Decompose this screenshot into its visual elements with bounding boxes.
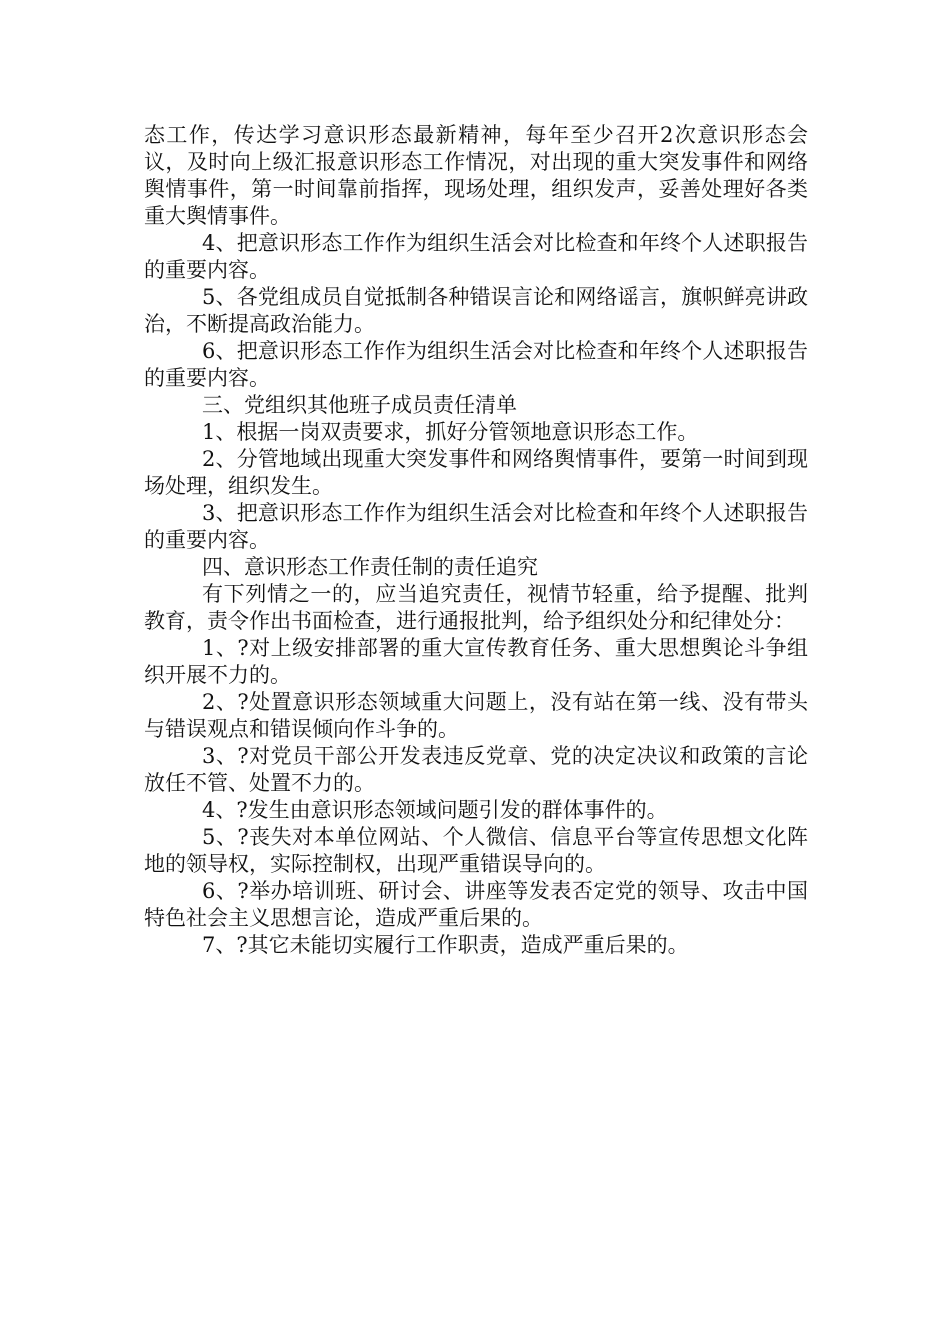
- paragraph: 2、分管地域出现重大突发事件和网络舆情事件，要第一时间到现场处理，组织发生。: [144, 447, 808, 498]
- list-item: 4、?发生由意识形态领域问题引发的群体事件的。: [202, 798, 668, 822]
- paragraph: 1、根据一岗双责要求，抓好分管领地意识形态工作。: [202, 420, 699, 444]
- list-item: 6、?举办培训班、研讨会、讲座等发表否定党的领导、攻击中国特色社会主义思想言论，造成严重后果的。: [144, 879, 808, 930]
- paragraph: 5、各党组成员自觉抵制各种错误言论和网络谣言，旗帜鲜亮讲政治，不断提高政治能力。: [144, 285, 808, 336]
- section-heading: 四、意识形态工作责任制的责任追究: [202, 555, 538, 579]
- paragraph: 6、把意识形态工作作为组织生活会对比检查和年终个人述职报告的重要内容。: [144, 339, 808, 390]
- list-item: 5、?丧失对本单位网站、个人微信、信息平台等宣传思想文化阵地的领导权，实际控制权，出现严重错误导向的。: [144, 825, 808, 876]
- paragraph: 有下列情之一的，应当追究责任，视情节轻重，给予提醒、批判教育，责令作出书面检查，进行通报批判，给予组织处分和纪律处分：: [144, 582, 808, 633]
- paragraph: 3、把意识形态工作作为组织生活会对比检查和年终个人述职报告的重要内容。: [144, 501, 808, 552]
- list-item: 3、?对党员干部公开发表违反党章、党的决定决议和政策的言论放任不管、处置不力的。: [144, 744, 808, 795]
- list-item: 7、?其它未能切实履行工作职责，造成严重后果的。: [202, 933, 689, 957]
- paragraph: 4、把意识形态工作作为组织生活会对比检查和年终个人述职报告的重要内容。: [144, 231, 808, 282]
- list-item: 1、?对上级安排部署的重大宣传教育任务、重大思想舆论斗争组织开展不力的。: [144, 636, 808, 687]
- document-body: [144, 122, 808, 959]
- paragraph: 态工作，传达学习意识形态最新精神，每年至少召开2次意识形态会议，及时向上级汇报意识形态工作情况，对出现的重大突发事件和网络舆情事件，第一时间靠前指挥，现场处理，组织发声，妥善处理好各类重大舆情事件。: [144, 123, 808, 228]
- list-item: 2、?处置意识形态领域重大问题上，没有站在第一线、没有带头与错误观点和错误倾向作斗争的。: [144, 690, 808, 741]
- section-heading: 三、党组织其他班子成员责任清单: [202, 393, 517, 417]
